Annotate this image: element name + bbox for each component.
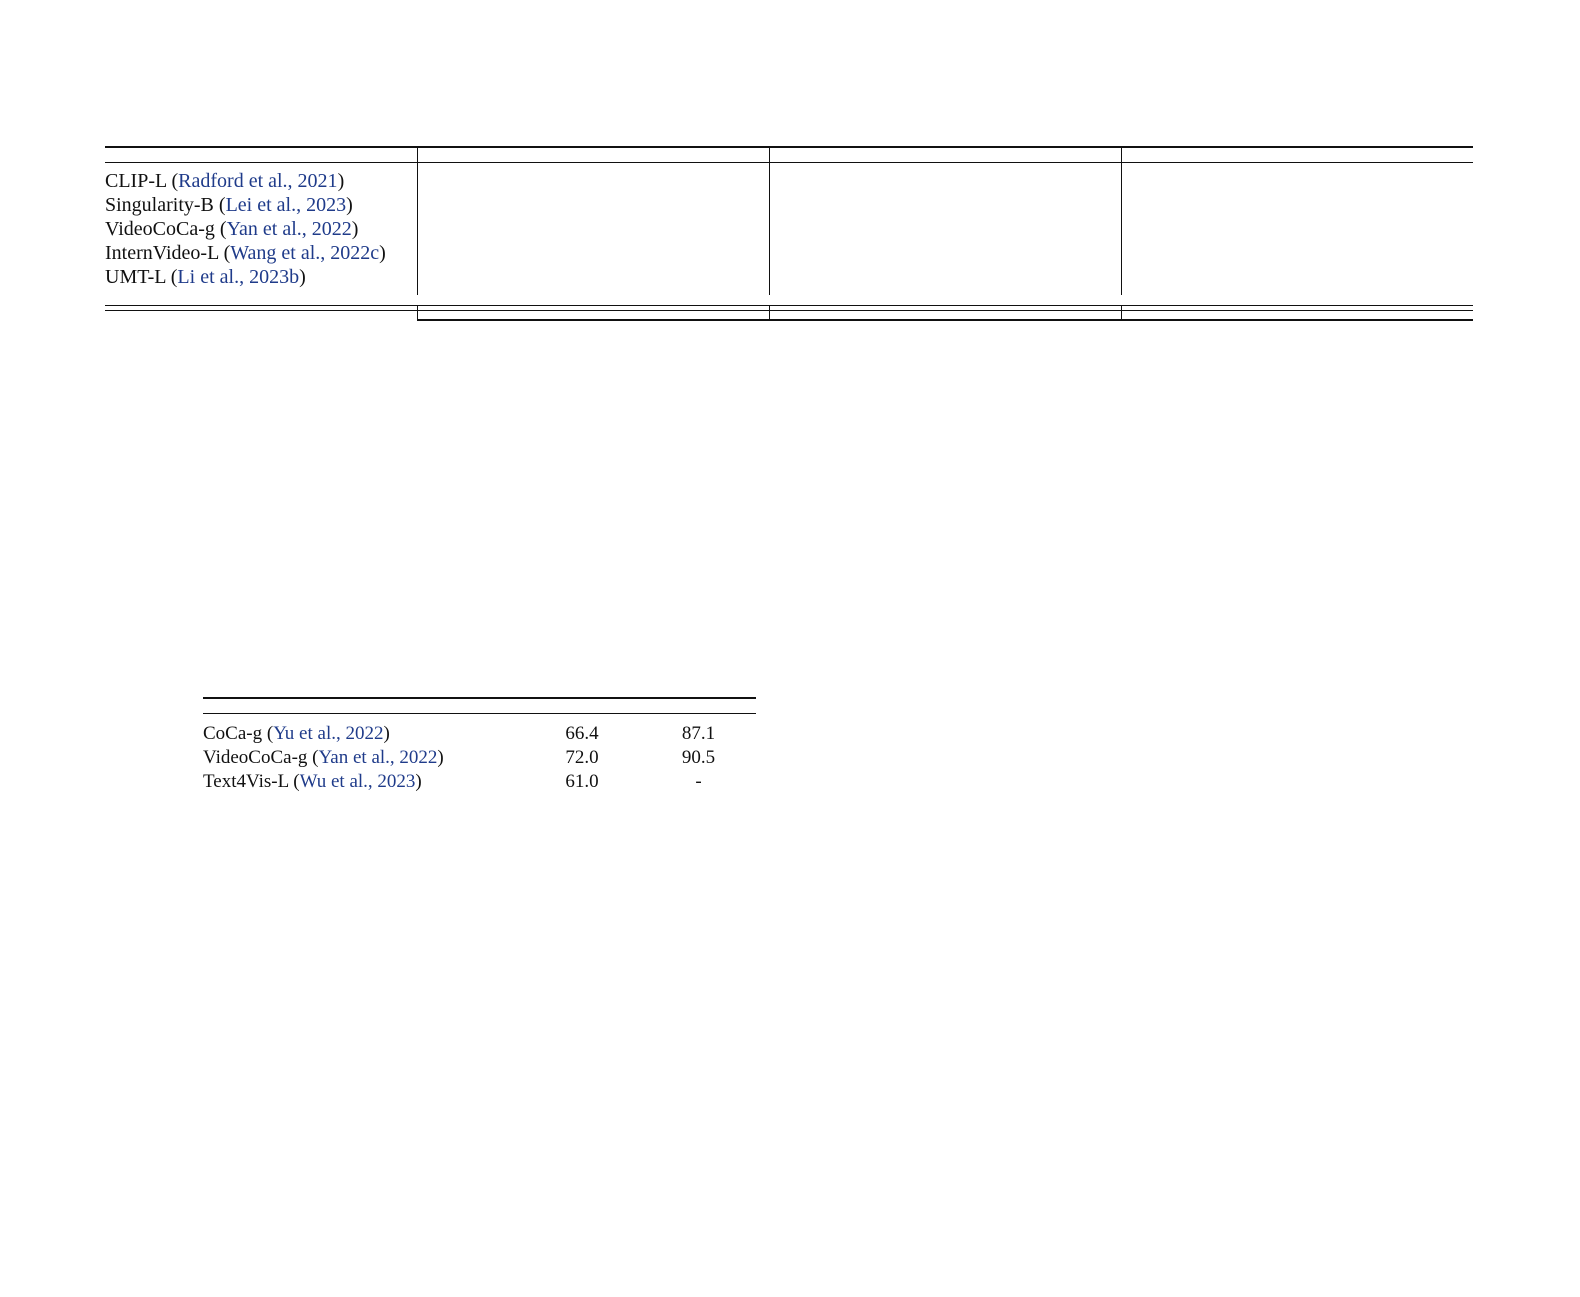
value: 66.4	[565, 723, 599, 744]
value-cell	[1033, 163, 1121, 194]
citation-link[interactable]: Lei et al., 2023	[225, 194, 347, 216]
metric-header	[417, 154, 505, 163]
delta-cell	[593, 315, 681, 320]
delta-cell	[945, 315, 1033, 320]
value-cell	[505, 265, 593, 295]
value-cell	[769, 241, 857, 265]
value-cell	[945, 163, 1033, 194]
value: 87.1	[681, 723, 716, 744]
value-cell	[1209, 193, 1297, 217]
value-cell	[1209, 163, 1297, 194]
value-cell	[641, 770, 756, 794]
value-cell	[1297, 193, 1385, 217]
method-name: CoCa-g	[203, 723, 263, 744]
value-cell	[857, 241, 945, 265]
methods-header	[105, 147, 417, 163]
method-name: InternVideo-L	[105, 242, 219, 264]
method-name: Singularity-B	[105, 194, 214, 216]
spacer	[105, 295, 1473, 306]
metric-header	[945, 154, 1033, 163]
method-cell: Text4Vis-L (Wu et al., 2023)	[203, 771, 422, 792]
value-cell	[417, 193, 505, 217]
table-row	[203, 714, 756, 747]
value-cell	[1385, 193, 1473, 217]
method-name: VideoCoCa-g	[203, 747, 308, 768]
value-cell	[681, 241, 769, 265]
value-cell	[857, 193, 945, 217]
value: 72.0	[565, 747, 599, 768]
method-name	[105, 311, 417, 321]
value-cell	[1297, 163, 1385, 194]
value-cell	[593, 193, 681, 217]
value-cell	[1297, 241, 1385, 265]
value-cell	[641, 714, 756, 747]
table-row	[105, 241, 1473, 265]
metric-header	[857, 154, 945, 163]
value-cell	[593, 163, 681, 194]
subtable-kinetics	[203, 687, 756, 794]
value-cell	[945, 193, 1033, 217]
citation-link[interactable]: Radford et al., 2021	[178, 170, 338, 192]
citation-link[interactable]: Li et al., 2023b	[177, 266, 300, 288]
value-cell	[505, 193, 593, 217]
value-cell	[1033, 217, 1121, 241]
value-cell	[945, 217, 1033, 241]
value-cell	[857, 265, 945, 295]
value-cell	[523, 714, 641, 747]
table-row	[105, 217, 1473, 241]
delta-cell	[857, 315, 945, 320]
method-name: UMT-L	[105, 266, 166, 288]
delta-cell	[1121, 315, 1209, 320]
delta-cell	[769, 315, 857, 320]
value-cell	[1121, 241, 1209, 265]
value-cell	[523, 770, 641, 794]
value-cell	[1209, 241, 1297, 265]
metric-header	[505, 154, 593, 163]
metric-header	[681, 154, 769, 163]
method-cell: CoCa-g (Yu et al., 2022)	[203, 723, 390, 744]
value-cell	[1121, 265, 1209, 295]
citation-link[interactable]: Wu et al., 2023	[299, 771, 416, 792]
delta-cell	[1385, 315, 1473, 320]
delta-cell	[681, 315, 769, 320]
value-cell	[1297, 265, 1385, 295]
method-cell: VideoCoCa-g (Yan et al., 2022)	[203, 747, 444, 768]
method-cell: VideoCoCa-g (Yan et al., 2022)	[105, 218, 359, 240]
metric-header	[1385, 154, 1473, 163]
value-cell	[505, 241, 593, 265]
delta-cell	[1209, 315, 1297, 320]
value-cell	[593, 265, 681, 295]
method-cell: InternVideo-L (Wang et al., 2022c)	[105, 242, 386, 264]
value-cell	[1385, 217, 1473, 241]
value-cell	[1121, 217, 1209, 241]
method-cell: UMT-L (Li et al., 2023b)	[105, 266, 306, 288]
value-cell	[857, 163, 945, 194]
value-cell	[505, 163, 593, 194]
value-cell	[681, 265, 769, 295]
value-cell	[593, 241, 681, 265]
value-cell	[769, 265, 857, 295]
group-header	[1121, 147, 1473, 154]
delta-cell	[1033, 315, 1121, 320]
methods-header	[203, 698, 523, 714]
value-cell	[417, 241, 505, 265]
value-cell	[417, 265, 505, 295]
value-cell	[1385, 241, 1473, 265]
value-cell	[505, 217, 593, 241]
citation-link[interactable]: Yu et al., 2022	[273, 723, 384, 744]
value-cell	[1385, 163, 1473, 194]
table-row	[105, 265, 1473, 295]
delta-cell	[417, 315, 505, 320]
method-cell: CLIP-L (Radford et al., 2021)	[105, 163, 417, 194]
value-cell	[1297, 217, 1385, 241]
value-cell	[641, 746, 756, 770]
group-header	[417, 147, 769, 154]
value-cell	[1033, 265, 1121, 295]
table3-retrieval	[105, 146, 1473, 321]
value-cell	[769, 217, 857, 241]
value-cell	[1121, 193, 1209, 217]
metric-header	[593, 154, 681, 163]
value-cell	[857, 217, 945, 241]
value-cell	[1209, 265, 1297, 295]
value-cell	[1209, 217, 1297, 241]
value-cell	[593, 217, 681, 241]
table-row	[105, 163, 1473, 194]
table-row	[203, 770, 756, 794]
value-cell	[945, 265, 1033, 295]
citation-link[interactable]: Yan et al., 2022	[226, 218, 352, 240]
value-cell	[945, 241, 1033, 265]
group-header	[769, 147, 1121, 154]
value-cell	[681, 193, 769, 217]
metric-header	[1209, 154, 1297, 163]
subtable-nextqa	[114, 994, 526, 1004]
metric-header	[1297, 154, 1385, 163]
table-row	[203, 746, 756, 770]
value: -	[695, 771, 702, 792]
value: 61.0	[565, 771, 599, 792]
delta-cell	[1297, 315, 1385, 320]
metric-header	[523, 698, 641, 714]
value-cell	[1121, 163, 1209, 194]
value-cell	[417, 217, 505, 241]
metric-header	[1121, 154, 1209, 163]
value-cell	[1385, 265, 1473, 295]
delta-cell	[505, 315, 593, 320]
method-name: Text4Vis-L	[203, 771, 289, 792]
method-name: VideoCoCa-g	[105, 218, 215, 240]
value-cell	[681, 217, 769, 241]
subtable-charades	[567, 994, 1000, 1004]
value-cell	[769, 163, 857, 194]
value-cell	[681, 163, 769, 194]
value-cell	[417, 163, 505, 194]
method-name: CLIP-L	[105, 170, 167, 192]
method-cell: Singularity-B (Lei et al., 2023)	[105, 194, 353, 216]
value-cell	[1033, 241, 1121, 265]
metric-header	[1033, 154, 1121, 163]
metric-header	[641, 698, 756, 714]
value-cell	[1033, 193, 1121, 217]
metric-header	[769, 154, 857, 163]
citation-link[interactable]: Wang et al., 2022c	[230, 242, 380, 264]
subtable-ssv2	[796, 687, 1349, 697]
value: 90.5	[681, 747, 716, 768]
subtable-charades-sta	[1042, 994, 1422, 1004]
citation-link[interactable]: Yan et al., 2022	[318, 747, 438, 768]
table-row	[105, 193, 1473, 217]
value-cell	[769, 193, 857, 217]
value-cell	[523, 746, 641, 770]
kinetics-table	[203, 697, 756, 794]
